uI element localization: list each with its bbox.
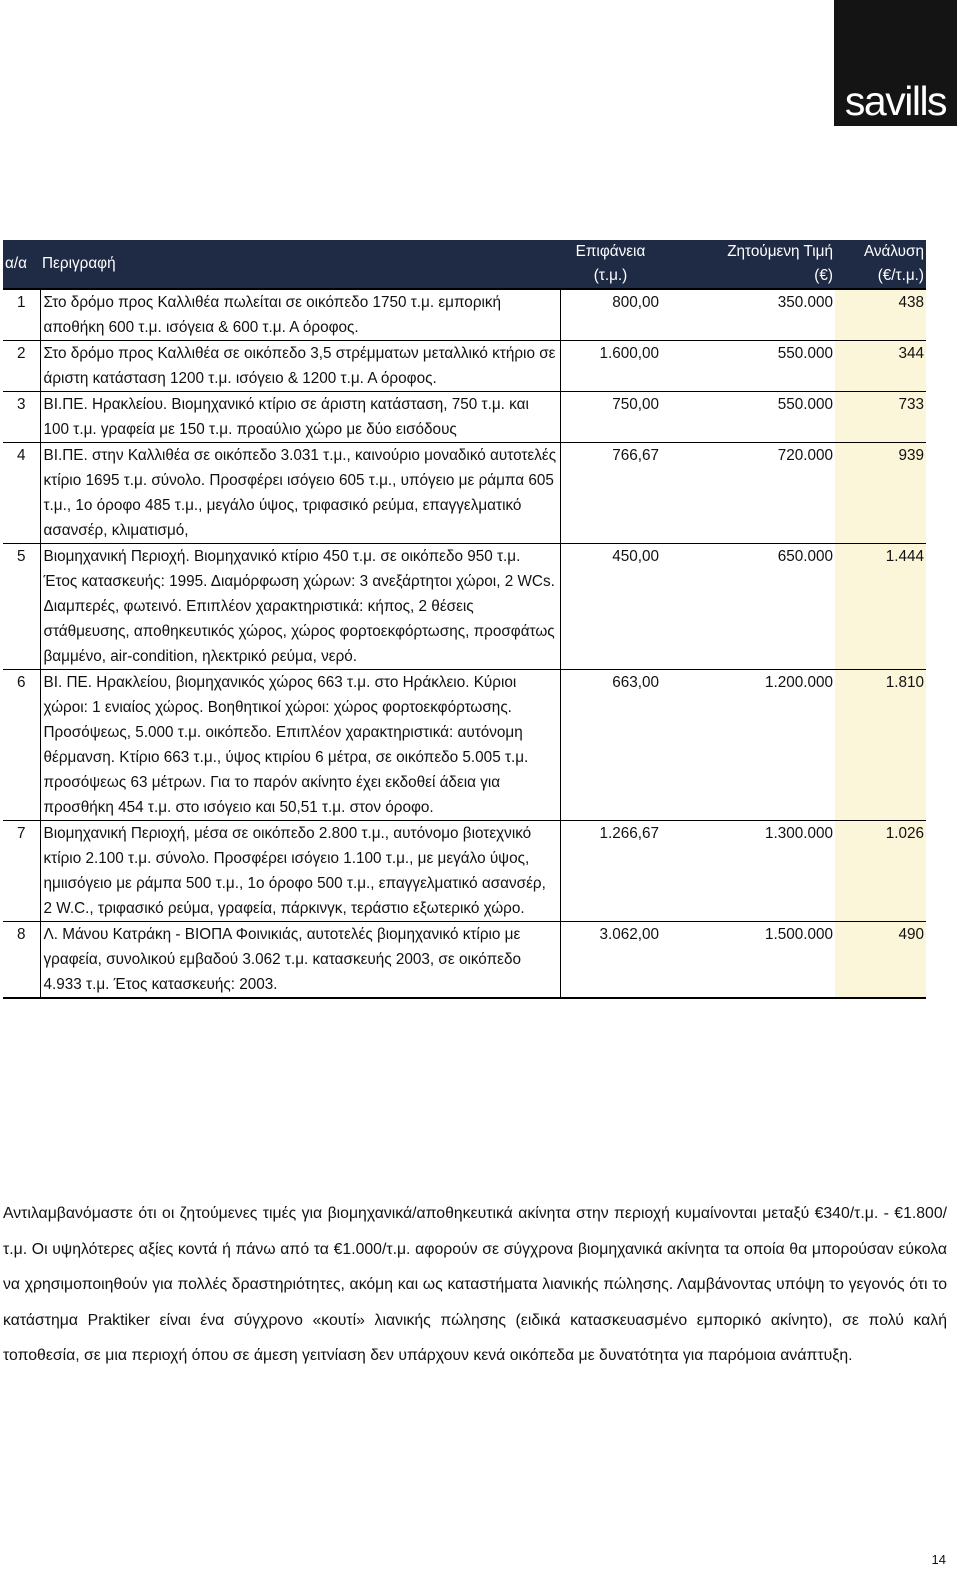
row-rate: 438 <box>835 289 926 341</box>
row-price: 350.000 <box>661 289 835 341</box>
row-rate: 733 <box>835 392 926 443</box>
savills-logo <box>834 0 957 126</box>
table-row <box>3 392 926 443</box>
row-number: 5 <box>3 544 40 670</box>
row-description: ΒΙ.ΠΕ. στην Καλλιθέα σε οικόπεδο 3.031 τ.μ., καινούριο μοναδικό αυτοτελές κτίριο 1695 τ.μ. σύνολο. Προσφέρει ισόγειο 605 τ.μ., υπόγειο με ράμπα 605 τ.μ., 1ο όροφο 485 τ.μ., μεγάλο ύψος, τριφασικό ρεύμα, επαγγελματικό ασανσέρ, κλιματισμό, <box>40 443 560 544</box>
table-row <box>3 922 926 999</box>
row-description: Λ. Μάνου Κατράκη - ΒΙΟΠΑ Φοινικιάς, αυτοτελές βιομηχανικό κτίριο με γραφεία, συνολικού εμβαδού 3.062 τ.μ. κατασκευής 2003, σε οικόπεδο 4.933 τ.μ. Έτος κατασκευής: 2003. <box>40 922 560 999</box>
header-area: Επιφάνεια (τ.μ.) <box>560 240 661 289</box>
table-row <box>3 544 926 670</box>
row-area: 800,00 <box>560 289 661 341</box>
row-rate: 939 <box>835 443 926 544</box>
row-rate: 490 <box>835 922 926 999</box>
row-number: 8 <box>3 922 40 999</box>
row-area: 766,67 <box>560 443 661 544</box>
header-num: α/α <box>3 240 40 289</box>
row-price: 1.200.000 <box>661 670 835 821</box>
row-number: 2 <box>3 341 40 392</box>
row-area: 1.266,67 <box>560 821 661 922</box>
table-row <box>3 443 926 544</box>
row-number: 7 <box>3 821 40 922</box>
row-area: 3.062,00 <box>560 922 661 999</box>
row-description: Στο δρόμο προς Καλλιθέα πωλείται σε οικόπεδο 1750 τ.μ. εμπορική αποθήκη 600 τ.μ. ισόγεια & 600 τ.μ. Α όροφος. <box>40 289 560 341</box>
properties-table <box>3 240 926 999</box>
row-description: Στο δρόμο προς Καλλιθέα σε οικόπεδο 3,5 στρέμματων μεταλλικό κτήριο σε άριστη κατάσταση 1200 τ.μ. ισόγειο & 1200 τ.μ. Α όροφος. <box>40 341 560 392</box>
header-description: Περιγραφή <box>40 240 560 289</box>
row-price: 1.300.000 <box>661 821 835 922</box>
row-rate: 344 <box>835 341 926 392</box>
header-rate: Ανάλυση (€/τ.μ.) <box>835 240 926 289</box>
table-row <box>3 821 926 922</box>
table-row <box>3 289 926 341</box>
row-area: 450,00 <box>560 544 661 670</box>
row-area: 1.600,00 <box>560 341 661 392</box>
row-description: ΒΙ. ΠΕ. Ηρακλείου, βιομηχανικός χώρος 663 τ.μ. στο Ηράκλειο. Κύριοι χώροι: 1 ενιαίος χώρος. Βοηθητικοί χώροι: χώρος φορτοεκφόρτωσης. Προσόψεως, 5.000 τ.μ. οικόπεδο. Επιπλέον χαρακτηριστικά: αυτόνομη θέρμανση. Κτίριο 663 τ.μ., ύψος κτιρίου 6 μέτρα, σε οικόπεδο 5.005 τ.μ. προσόψεως 63 μέτρων. Για το παρόν ακίνητο έχει εκδοθεί άδεια για προσθήκη 454 τ.μ. στο ισόγειο και 50,51 τ.μ. στον όροφο. <box>40 670 560 821</box>
row-description: Βιομηχανική Περιοχή, μέσα σε οικόπεδο 2.800 τ.μ., αυτόνομο βιοτεχνικό κτίριο 2.100 τ.μ. σύνολο. Προσφέρει ισόγειο 1.100 τ.μ., με μεγάλο ύψος, ημιισόγειο με ράμπα 500 τ.μ., 1ο όροφο 500 τ.μ., επαγγελματικό ασανσέρ, 2 W.C., τριφασικό ρεύμα, γραφεία, πάρκινγκ, τεράστιο εξωτερικό χώρο. <box>40 821 560 922</box>
row-number: 4 <box>3 443 40 544</box>
row-price: 1.500.000 <box>661 922 835 999</box>
row-number: 3 <box>3 392 40 443</box>
row-description: ΒΙ.ΠΕ. Ηρακλείου. Βιομηχανικό κτίριο σε άριστη κατάσταση, 750 τ.μ. και 100 τ.μ. γραφεία με 150 τ.μ. προαύλιο χώρο με δύο εισόδους <box>40 392 560 443</box>
body-paragraph: Αντιλαμβανόμαστε ότι οι ζητούμενες τιμές για βιομηχανικά/αποθηκευτικά ακίνητα στην περιοχή κυμαίνονται μεταξύ €340/τ.μ. - €1.800/τ.μ. Οι υψηλότερες αξίες κοντά ή πάνω από τα €1.000/τ.μ. αφορούν σε σύγχρονα βιομηχανικά ακίνητα τα οποία θα μπορούσαν εύκολα να χρησιμοποιηθούν για πολλές δραστηριότητες, ακόμη και ως καταστήματα λιανικής πώλησης. Λαμβάνοντας υπόψη το γεγονός ότι το κατάστημα Praktiker είναι ένα σύγχρονο «κουτί» λιανικής πώλησης (ειδικά κατασκευασμένο εμπορικό ακίνητο), σε πολύ καλή τοποθεσία, σε μια περιοχή όπου σε άμεση γειτνίαση δεν υπάρχουν κενά οικόπεδα με δυνατότητα για παρόμοια ανάπτυξη. <box>3 1205 947 1364</box>
row-rate: 1.026 <box>835 821 926 922</box>
row-number: 6 <box>3 670 40 821</box>
row-rate: 1.810 <box>835 670 926 821</box>
page-number: 14 <box>931 1552 946 1567</box>
row-rate: 1.444 <box>835 544 926 670</box>
table-header-row <box>3 240 926 289</box>
row-area: 750,00 <box>560 392 661 443</box>
row-description: Βιομηχανική Περιοχή. Βιομηχανικό κτίριο 450 τ.μ. σε οικόπεδο 950 τ.μ. Έτος κατασκευής: 1995. Διαμόρφωση χώρων: 3 ανεξάρτητοι χώροι, 2 WCs. Διαμπερές, φωτεινό. Επιπλέον χαρακτηριστικά: κήπος, 2 θέσεις στάθμευσης, αποθηκευτικός χώρος, χώρος φορτοεκφόρτωσης, προσφάτως βαμμένο, air-condition, ηλεκτρικό ρεύμα, νερό. <box>40 544 560 670</box>
row-number: 1 <box>3 289 40 341</box>
row-area: 663,00 <box>560 670 661 821</box>
row-price: 550.000 <box>661 341 835 392</box>
row-price: 720.000 <box>661 443 835 544</box>
table-row <box>3 341 926 392</box>
logo-text: savills <box>844 78 947 124</box>
header-price: Ζητούμενη Τιμή (€) <box>661 240 835 289</box>
row-price: 650.000 <box>661 544 835 670</box>
row-price: 550.000 <box>661 392 835 443</box>
table-row <box>3 670 926 821</box>
